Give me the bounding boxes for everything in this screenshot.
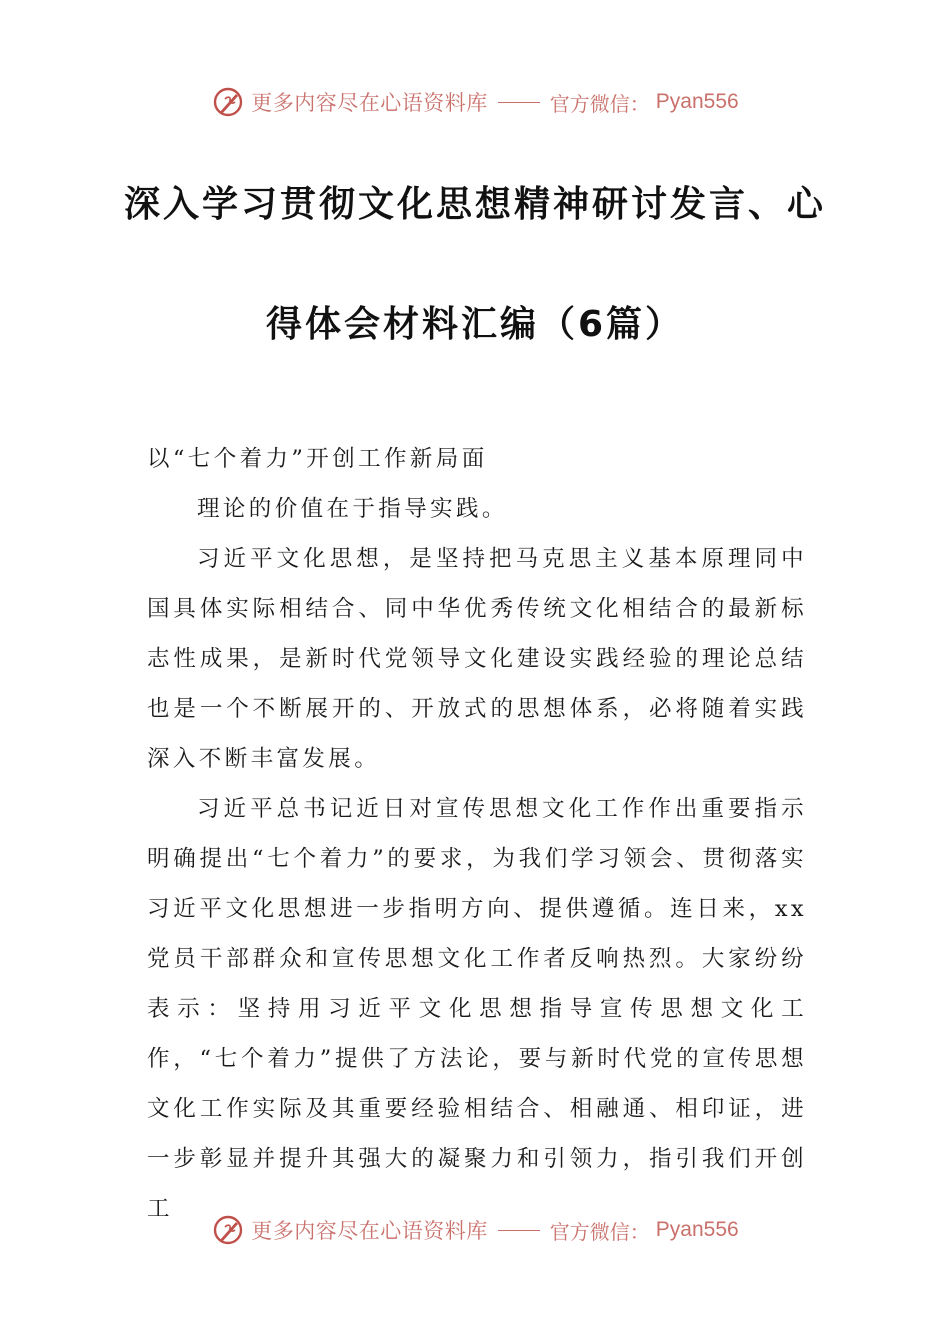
banner-dash: [498, 1230, 540, 1231]
banner-text: 更多内容尽在心语资料库: [251, 91, 488, 115]
article-paragraph: 习近平文化思想，是坚持把马克思主义基本原理同中国具体实际相结合、同中华优秀传统文化相结合的最新标志性成果，是新时代党领导文化建设实践经验的理论总结也是一个不断展开的、开放式的思想体系，必将随着实践深入不断丰富发展。: [147, 546, 807, 772]
article-paragraph: 理论的价值在于指导实践。: [197, 496, 508, 522]
banner-wechat-id: Pyan556: [655, 90, 739, 113]
article-body: [147, 434, 807, 1234]
article-heading: 以“七个着力”开创工作新局面: [147, 446, 488, 472]
banner-wechat-id: Pyan556: [655, 1218, 739, 1241]
document-title-line-1: 深入学习贯彻文化思想精神研讨发言、心: [123, 184, 826, 225]
banner-dash: [498, 102, 540, 103]
header-banner: [0, 82, 950, 122]
pen-logo-icon: [211, 85, 245, 119]
banner-wechat-label: 官方微信：: [549, 1219, 650, 1244]
document-title-line-2: 得体会材料汇编（6篇）: [265, 304, 685, 345]
banner-wechat-label: 官方微信：: [549, 91, 650, 116]
banner-text: 更多内容尽在心语资料库: [251, 1219, 488, 1243]
pen-logo-icon: [211, 1213, 245, 1247]
footer-banner: [0, 1210, 950, 1250]
article-paragraph: 习近平总书记近日对宣传思想文化工作作出重要指示明确提出“七个着力”的要求，为我们学习领会、贯彻落实习近平文化思想进一步指明方向、提供遵循。连日来，xx党员干部群众和宣传思想文化工作者反响热烈。大家纷纷表示：坚持用习近平文化思想指导宣传思想文化工作，“七个着力”提供了方法论，要与新时代党的宣传思想文化工作实际及其重要经验相结合、相融通、相印证，进一步彰显并提升其强大的凝聚力和引领力，指引我们开创工: [147, 796, 807, 1222]
